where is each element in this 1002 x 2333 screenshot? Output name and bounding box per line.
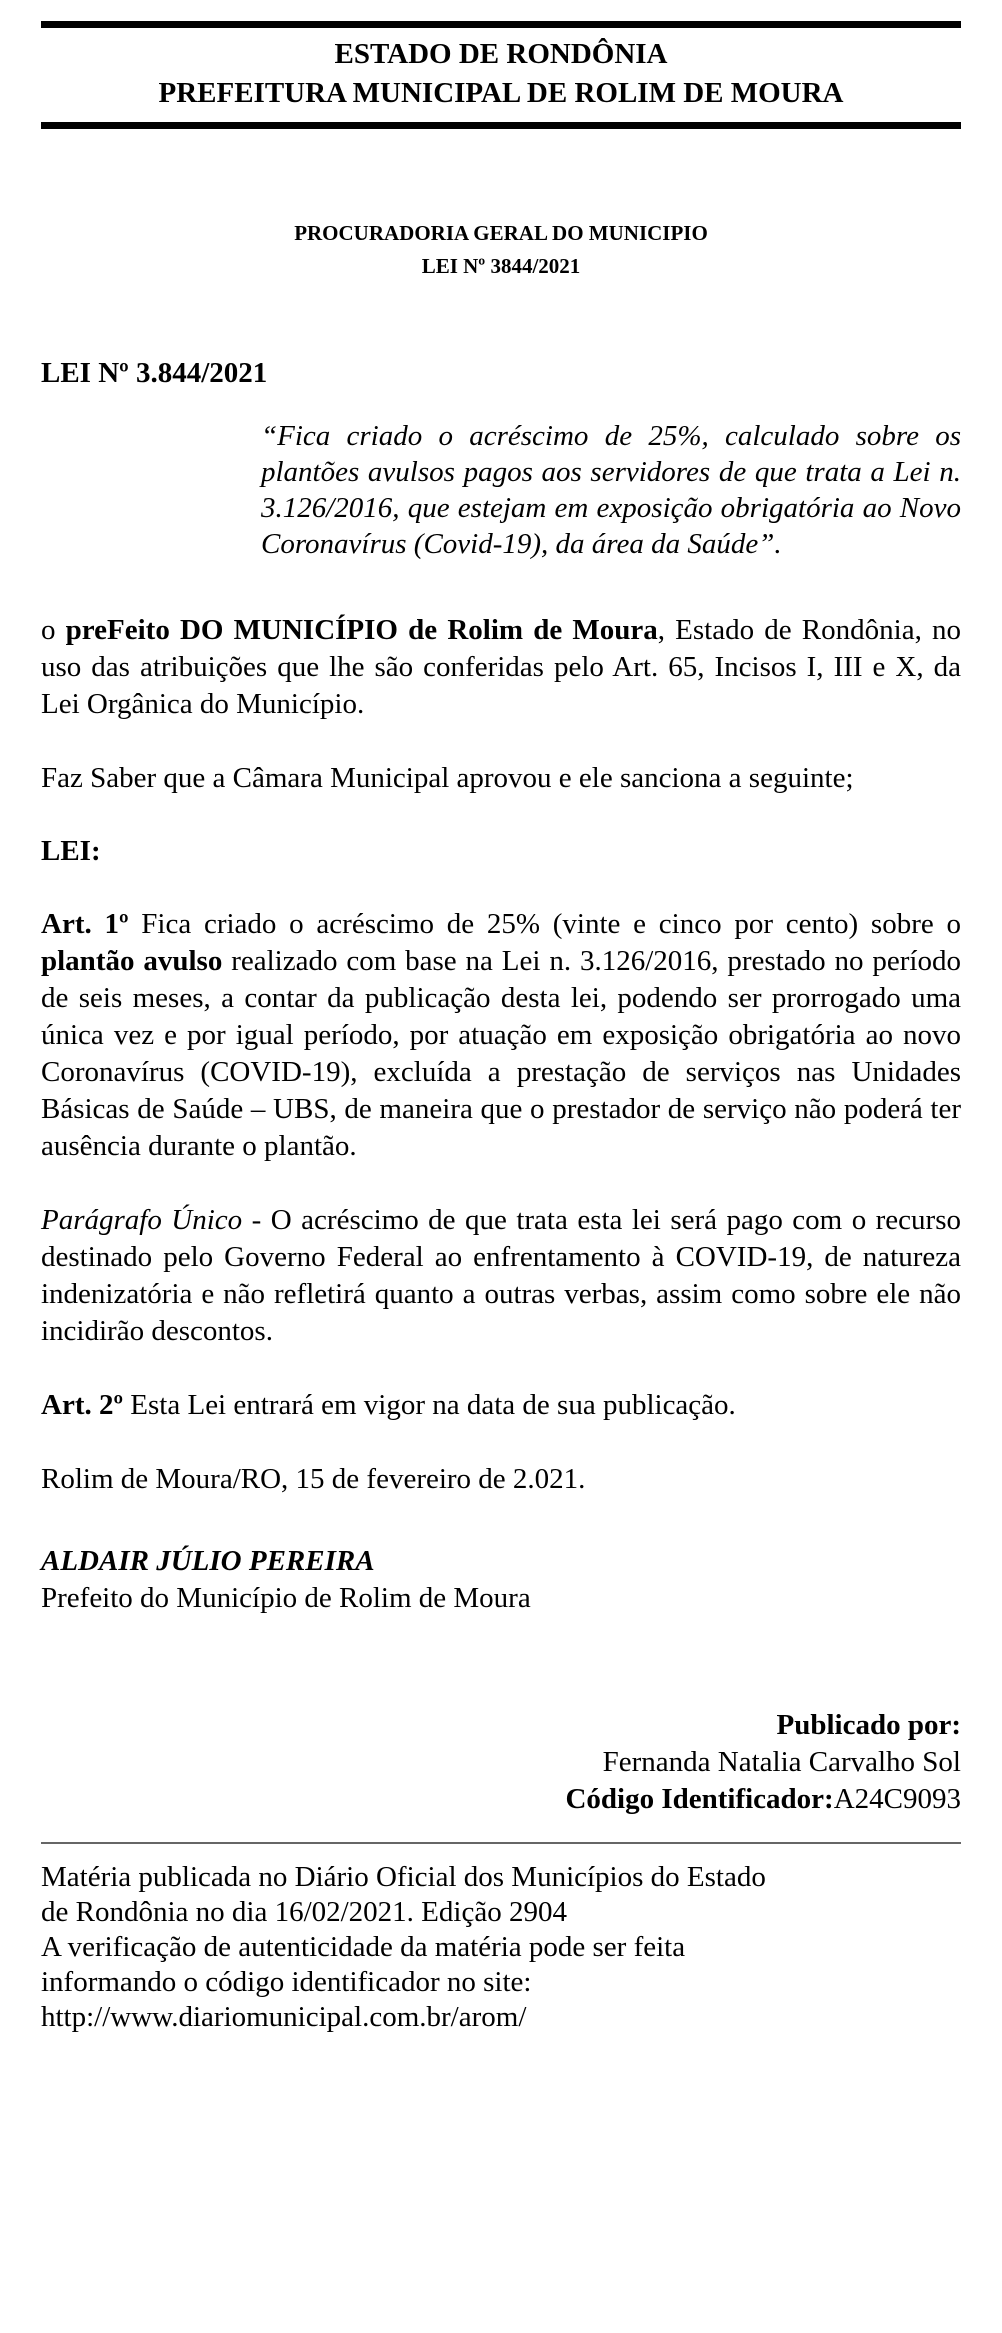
article-1-paragraph — [41, 906, 961, 1165]
section-procuradoria: PROCURADORIA GERAL DO MUNICIPIO — [294, 221, 708, 245]
header-prefeitura: PREFEITURA MUNICIPAL DE ROLIM DE MOURA — [158, 77, 844, 109]
header-top-rule — [41, 21, 961, 28]
footer-line-2: de Rondônia no dia 16/02/2021. Edição 2904 — [41, 1896, 567, 1928]
footer-line-4: informando o código identificador no site: — [41, 1966, 532, 1998]
identifier-code: A24C9093 — [833, 1783, 961, 1815]
footer-line-1: Matéria publicada no Diário Oficial dos Municípios do Estado — [41, 1861, 766, 1893]
code-label: Código Identificador: — [565, 1783, 834, 1815]
document-page — [41, 0, 961, 2035]
place-date: Rolim de Moura/RO, 15 de fevereiro de 2.021. — [41, 1463, 586, 1495]
paragrafo-unico-text: - O acréscimo de que trata esta lei será pago com o recurso destinado pelo Governo Federal ao enfrentamento à COVID-19, de natureza indenizatória e não refletirá quanto a outras verbas, assim como sobre ele não incidirão descontos. — [41, 1204, 961, 1347]
footer-line-3: A verificação de autenticidade da matéria pode ser feita — [41, 1931, 686, 1963]
signer-name: ALDAIR JÚLIO PEREIRA — [41, 1545, 375, 1577]
article-1-label: Art. 1º — [41, 908, 129, 940]
footer-note — [41, 1860, 961, 2035]
publication-block — [41, 1707, 961, 1818]
header-bottom-rule — [41, 122, 961, 129]
document-header — [41, 28, 961, 122]
paragrafo-unico — [41, 1202, 961, 1350]
preamble-authority: preFeito DO MUNICÍPIO de Rolim de Moura — [65, 614, 658, 646]
section-law-number: LEI Nº 3844/2021 — [421, 254, 581, 278]
publication-label: Publicado por: — [776, 1709, 961, 1741]
faz-saber-paragraph: Faz Saber que a Câmara Municipal aprovou e ele sanciona a seguinte; — [41, 762, 854, 794]
article-1-emphasis: plantão avulso — [41, 945, 223, 977]
article-2-label: Art. 2º — [41, 1389, 124, 1421]
article-1-text-start: Fica criado o acréscimo de 25% (vinte e cinco por cento) sobre o — [128, 908, 961, 940]
footer-rule — [41, 1842, 961, 1844]
section-header — [41, 217, 961, 283]
paragrafo-unico-label: Parágrafo Único — [41, 1204, 243, 1236]
signer-role: Prefeito do Município de Rolim de Moura — [41, 1582, 531, 1614]
publisher-name: Fernanda Natalia Carvalho Sol — [602, 1746, 961, 1778]
lei-label: LEI: — [41, 835, 101, 867]
article-2-paragraph — [41, 1387, 961, 1424]
article-1-text-end: realizado com base na Lei n. 3.126/2016, prestado no período de seis meses, a contar da publicação desta lei, podendo ser prorrogado uma única vez e por igual período, por atuação em exposição obrigatória ao novo Coronavírus (COVID-19), excluída a prestação de serviços nas Unidades Básicas de Saúde – UBS, de maneira que o prestador de serviço não poderá ter ausência durante o plantão. — [41, 945, 961, 1162]
law-summary: “Fica criado o acréscimo de 25%, calculado sobre os plantões avulsos pagos aos servidores de que trata a Lei n. 3.126/2016, que estejam em exposição obrigatória ao Novo Coronavírus (Covid-19), da área da Saúde”. — [261, 420, 961, 560]
preamble-text-start: o — [41, 614, 66, 646]
preamble-paragraph — [41, 612, 961, 723]
preamble-text-end: , Estado de Rondônia, no uso das atribuições que lhe são conferidas pelo Art. 65, Incisos I, III e X, da Lei Orgânica do Município. — [41, 614, 961, 720]
law-title: LEI Nº 3.844/2021 — [41, 357, 268, 389]
article-2-text: Esta Lei entrará em vigor na data de sua publicação. — [123, 1389, 736, 1421]
footer-url: http://www.diariomunicipal.com.br/arom/ — [41, 2001, 527, 2033]
header-state: ESTADO DE RONDÔNIA — [334, 38, 668, 70]
